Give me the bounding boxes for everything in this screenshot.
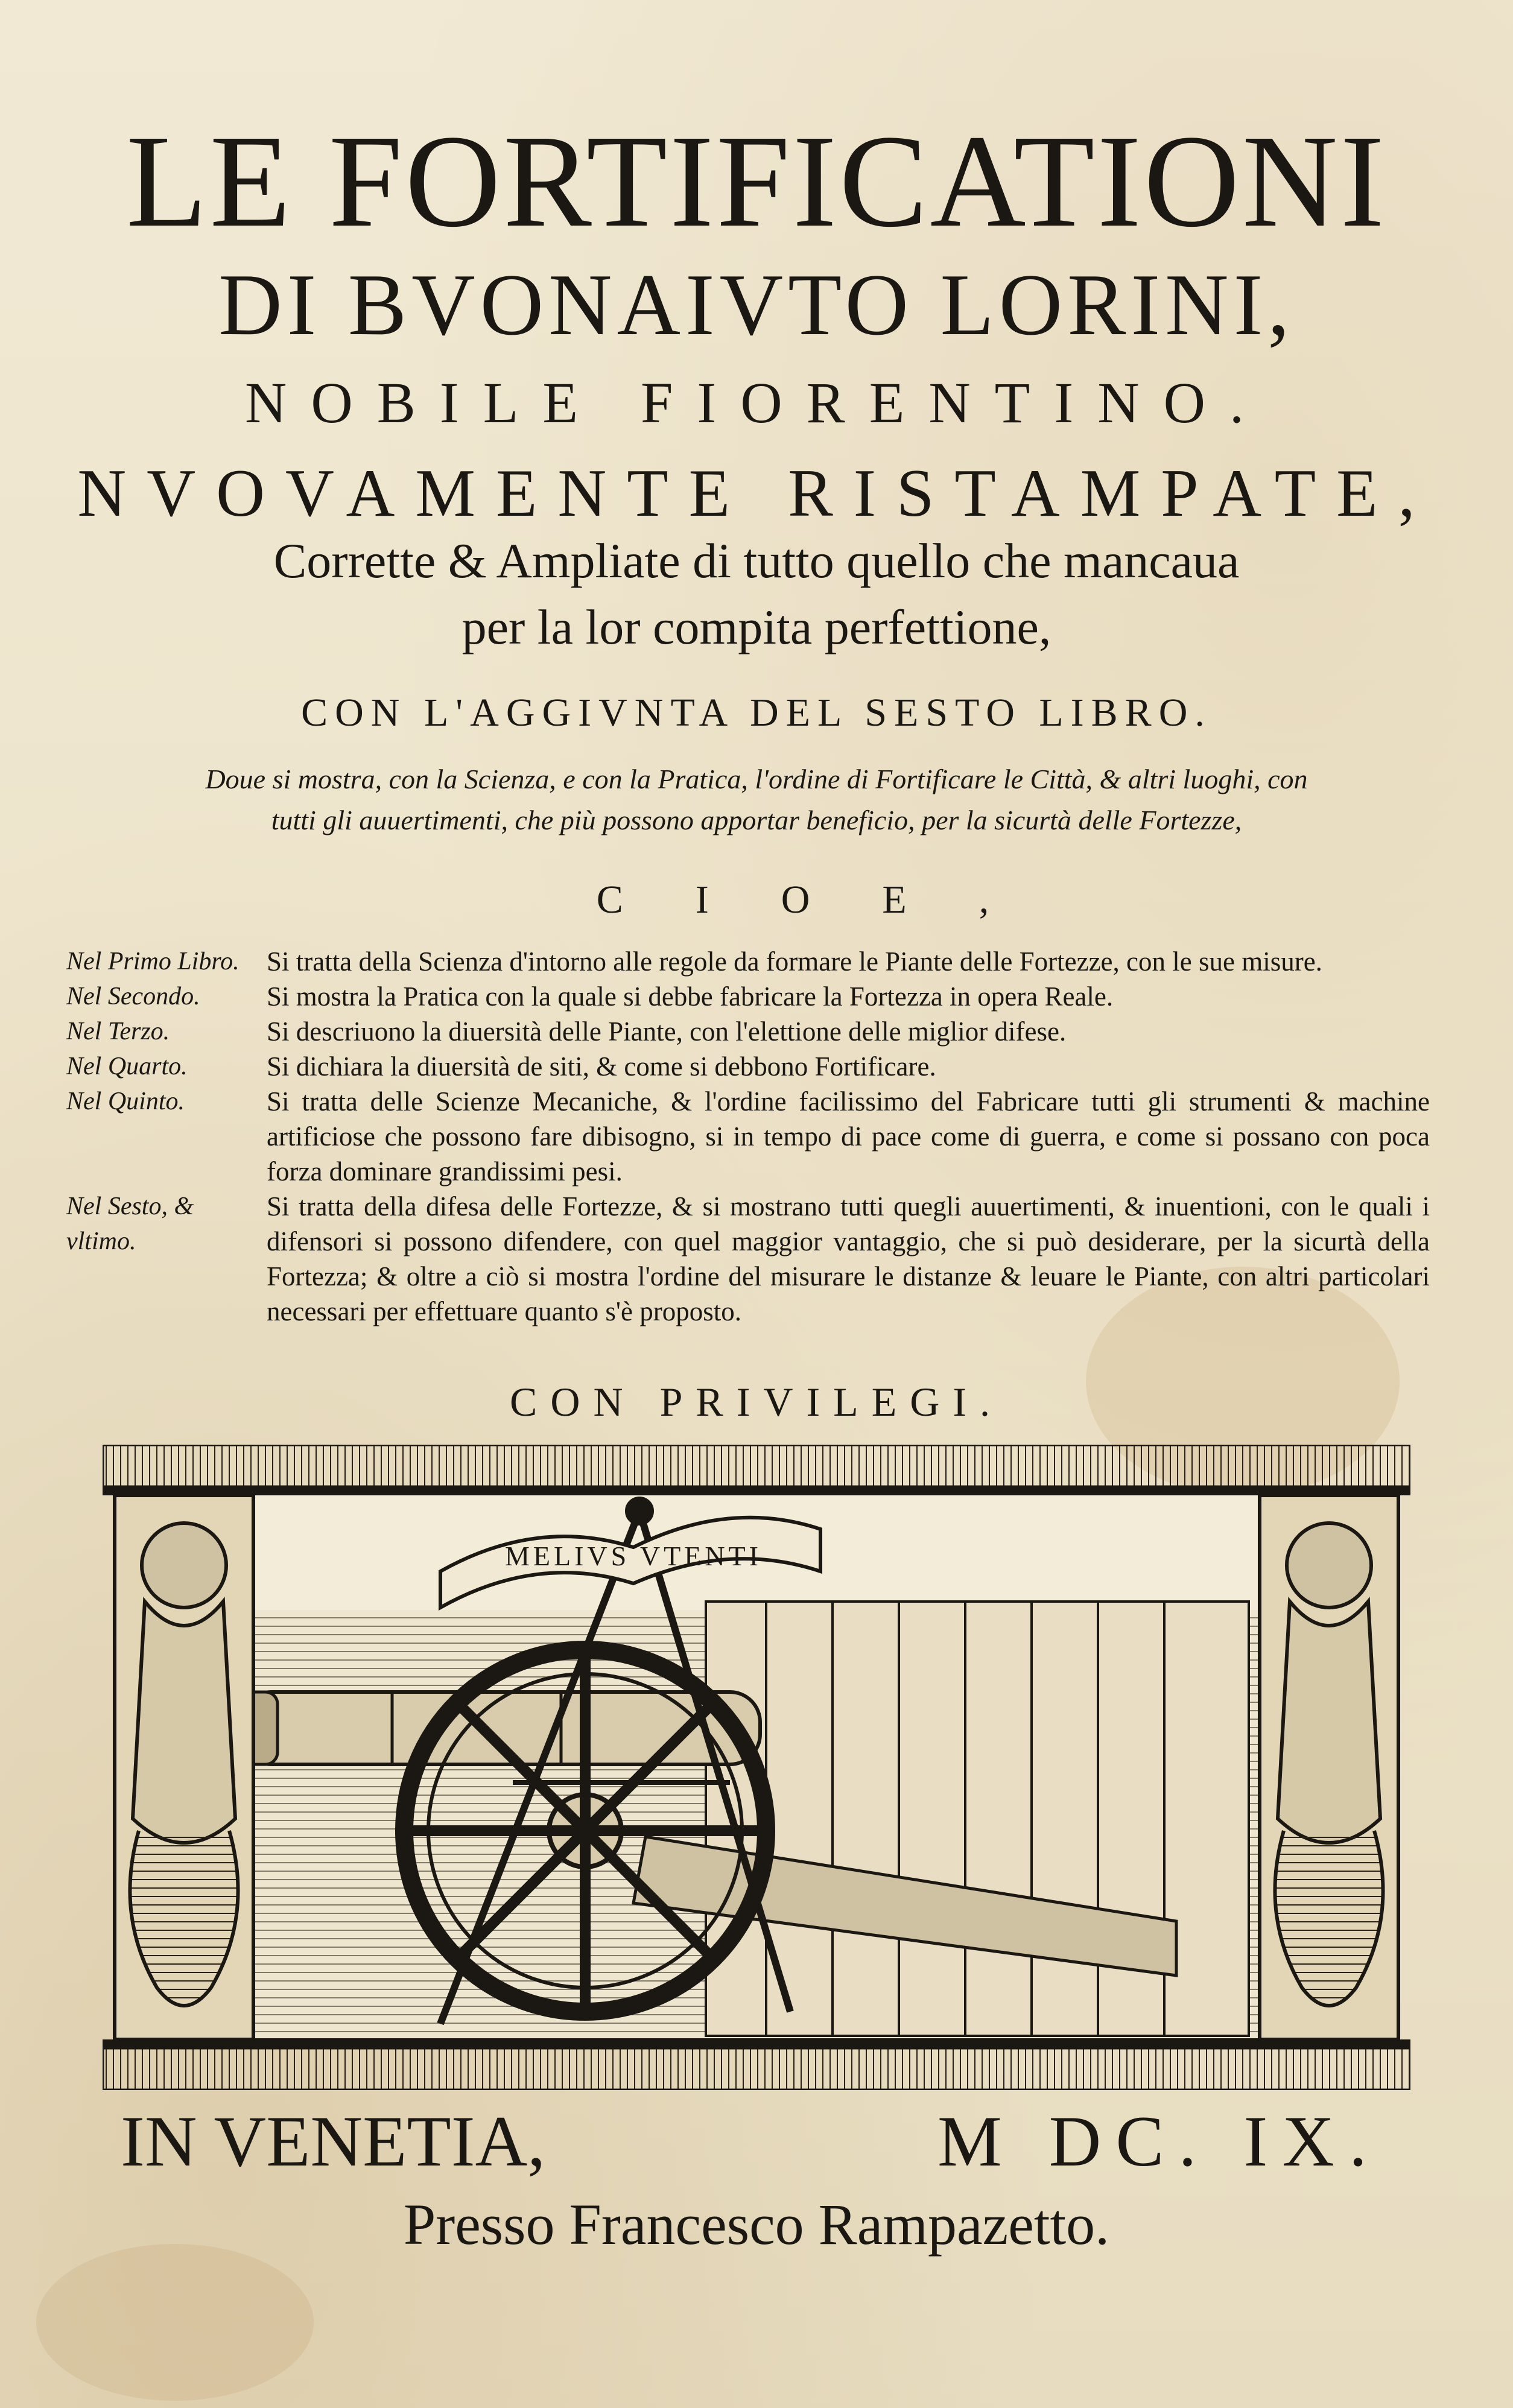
woodcut-cannon-illustration [103,1445,1410,2090]
book-label: Nel Quarto. [66,1053,188,1080]
book-description: Si tratta della Scienza d'intorno alle regole da formare le Piante delle Fortezze, con le sue misure. [267,946,1322,977]
book-entry [66,944,1430,979]
book-label: Nel Secondo. [66,983,200,1010]
top-frieze [103,1445,1410,1487]
printer-line: Presso Francesco Rampazetto. [403,2192,1110,2257]
cioe-heading: CIOE, [596,878,1062,922]
addition-line: CON L'AGGIVNTA DEL SESTO LIBRO. [301,691,1212,735]
book-contents-list [66,944,1430,1329]
right-herm-figure [1260,1495,1398,2039]
paper-stain [36,2244,314,2401]
imprint-line [121,2099,1400,2184]
book-entry [66,979,1430,1014]
left-herm-figure [115,1495,253,2039]
author-subtitle: NOBILE FIORENTINO. [245,370,1268,435]
book-description: Si dichiara la diuersità de siti, & come si debbono Fortificare. [267,1051,936,1082]
book-title: LE FORTIFICATIONI [126,107,1387,255]
book-entry [66,1189,1430,1329]
motto-text: MELIVS VTENTI [505,1541,762,1571]
book-description: Si descriuono la diuersità delle Piante, con l'elettione delle miglior difese. [267,1016,1067,1047]
book-entry [66,1084,1430,1189]
bottom-base [103,2048,1410,2090]
book-entry [66,1049,1430,1084]
book-label: Nel Primo Libro. [66,948,239,975]
description-line-2: tutti gli auuertimenti, che più possono apportar beneficio, per la sicurtà delle Fortezze, [271,805,1242,835]
description-line-1: Doue si mostra, con la Scienza, e con la Pratica, l'ordine di Fortificare le Città, & altri luoghi, con [205,764,1308,794]
edition-line: NVOVAMENTE RISTAMPATE, [77,456,1436,531]
book-description: Si tratta delle Scienze Mecaniche, & l'ordine facilissimo del Fabricare tutti gli strumenti & machine artificiose che possono fare dibisogno, si in tempo di pace come di guerra, e come si possano con poca forza dominare grandissimi pesi. [267,1086,1430,1187]
imprint-year: M DC. IX. [937,2101,1381,2181]
imprint-place: IN VENETIA, [121,2101,546,2181]
author-line: DI BVONAIVTO LORINI, [218,256,1295,353]
book-label: Nel Terzo. [66,1018,170,1045]
cannon-wheel [404,1650,766,2012]
book-description: Si mostra la Pratica con la quale si debbe fabricare la Fortezza in opera Reale. [267,981,1114,1012]
perfection-line: per la lor compita perfettione, [462,600,1051,654]
privileges-line: CON PRIVILEGI. [510,1379,1003,1425]
book-label: Nel Sesto, & vltimo. [66,1193,194,1255]
book-label: Nel Quinto. [66,1088,185,1115]
book-entry [66,1014,1430,1049]
book-description: Si tratta della difesa delle Fortezze, & si mostrano tutti quegli auuertimenti, & inuentioni, con le quali i difensori si possono difendere, con quel maggior vantaggio, che si può desiderare, per la sicurtà della Fortezza; & oltre a ciò si mostra l'ordine del misurare le distanze & leuare le Piante, con altri particolari necessari per effettuare quanto s'è proposto. [267,1191,1430,1326]
corrections-line: Corrette & Ampliate di tutto quello che mancaua [273,533,1240,588]
